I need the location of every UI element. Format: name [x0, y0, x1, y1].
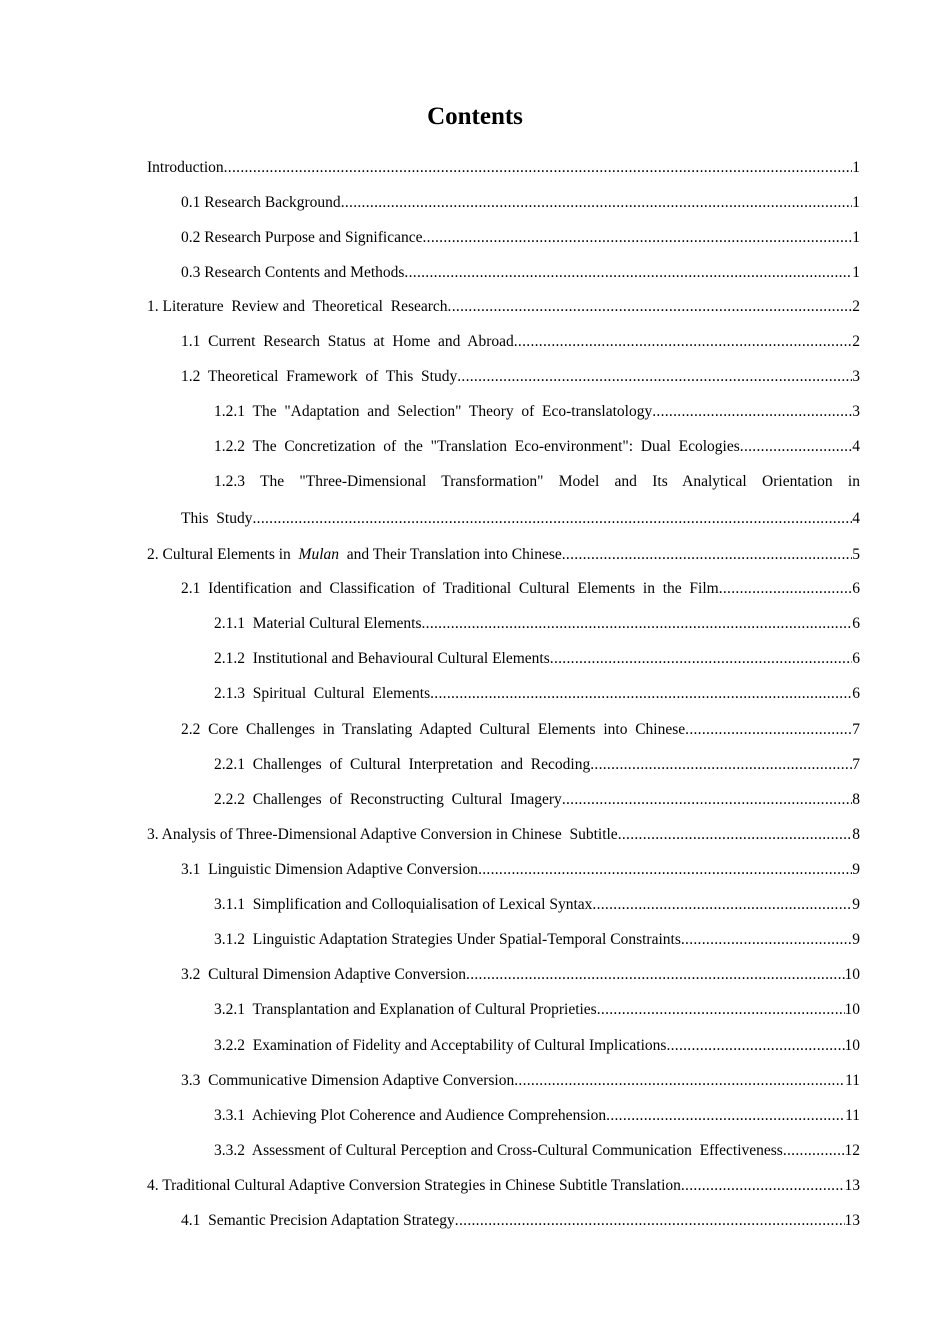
toc-entry-label: 3. Analysis of Three-Dimensional Adaptive Conversion in Chinese Subtitle — [147, 826, 618, 843]
toc-entry-label: 4. Traditional Cultural Adaptive Conversion Strategies in Chinese Subtitle Translation — [147, 1177, 681, 1194]
dot-leader — [681, 1176, 845, 1196]
toc-page-number: 4 — [852, 510, 860, 527]
dot-leader — [478, 860, 852, 880]
toc-page-number: 2 — [852, 333, 860, 350]
toc-entry[interactable] — [147, 297, 860, 317]
toc-label-prefix: 2. Cultural Elements in — [147, 546, 295, 563]
toc-page-number: 1 — [852, 264, 860, 281]
toc-page-number: 1 — [852, 229, 860, 246]
toc-page-number: 9 — [852, 861, 860, 878]
toc-entry[interactable] — [181, 860, 860, 880]
dot-leader — [455, 1211, 845, 1231]
dot-leader — [224, 158, 853, 178]
dot-leader — [514, 1071, 845, 1091]
toc-entry[interactable] — [181, 720, 860, 740]
toc-entry-label: 4.1 Semantic Precision Adaptation Strategy — [181, 1212, 455, 1229]
toc-entry-label: 3.3.2 Assessment of Cultural Perception and Cross-Cultural Communication Effectiveness — [214, 1142, 783, 1159]
toc-entry[interactable] — [181, 579, 860, 599]
dot-leader — [652, 402, 852, 422]
toc-entry-label: 1. Literature Review and Theoretical Research — [147, 298, 448, 315]
toc-page-number: 7 — [852, 721, 860, 738]
toc-entry[interactable] — [181, 965, 860, 985]
toc-page-number: 5 — [852, 546, 860, 563]
toc-page-number: 4 — [852, 438, 860, 455]
toc-page-number: 9 — [852, 931, 860, 948]
dot-leader — [550, 649, 852, 669]
toc-entry[interactable] — [214, 402, 860, 422]
dot-leader — [448, 297, 853, 317]
toc-entry[interactable] — [214, 1036, 860, 1056]
toc-entry-label: 2.2.1 Challenges of Cultural Interpretation and Recoding — [214, 756, 591, 773]
toc-entry-label: 3.3.1 Achieving Plot Coherence and Audience Comprehension — [214, 1107, 607, 1124]
toc-entry-label: Introduction — [147, 159, 224, 176]
toc-entry-label: 1.2 Theoretical Framework of This Study — [181, 368, 458, 385]
toc-entry-label: 3.2.2 Examination of Fidelity and Acceptability of Cultural Implications — [214, 1037, 667, 1054]
toc-entry-label: 3.3 Communicative Dimension Adaptive Conversion — [181, 1072, 515, 1089]
toc-entry[interactable] — [214, 930, 860, 950]
dot-leader — [341, 193, 853, 213]
toc-entry[interactable] — [147, 158, 860, 178]
toc-entry[interactable] — [147, 1176, 860, 1196]
toc-entry[interactable] — [181, 509, 860, 529]
toc-page-number: 6 — [852, 685, 860, 702]
toc-page-number: 2 — [852, 298, 860, 315]
toc-entry-label: 2.1.1 Material Cultural Elements — [214, 615, 422, 632]
toc-entry[interactable] — [181, 367, 860, 387]
toc-page-number: 6 — [852, 650, 860, 667]
toc-entry[interactable] — [214, 437, 860, 457]
dot-leader — [681, 930, 852, 950]
toc-entry[interactable] — [214, 649, 860, 669]
toc-entry[interactable] — [214, 790, 860, 810]
toc-entry-label: 2.1 Identification and Classification of Traditional Cultural Elements in the Film — [181, 580, 719, 597]
dot-leader — [404, 263, 852, 283]
toc-entry-label: 2.1.3 Spiritual Cultural Elements — [214, 685, 431, 702]
toc-entry-label: 2.1.2 Institutional and Behavioural Cultural Elements — [214, 650, 550, 667]
toc-page-number: 11 — [845, 1107, 860, 1124]
toc-page-number: 13 — [844, 1212, 860, 1229]
toc-entry-label: 3.1.2 Linguistic Adaptation Strategies Under Spatial-Temporal Constraints — [214, 931, 681, 948]
toc-entry[interactable] — [181, 1211, 860, 1231]
toc-entry[interactable] — [214, 755, 860, 775]
dot-leader — [430, 684, 852, 704]
page-title: Contents — [427, 103, 523, 130]
dot-leader — [666, 1036, 844, 1056]
toc-entry-label-line1[interactable]: 1.2.3 The "Three-Dimensional Transformation" Model and Its Analytical Orientation in — [214, 473, 860, 490]
toc-entry[interactable] — [181, 263, 860, 283]
toc-entry-label: 1.2.1 The "Adaptation and Selection" Theory of Eco-translatology — [214, 403, 653, 420]
toc-page-number: 1 — [852, 159, 860, 176]
toc-page-number: 3 — [852, 403, 860, 420]
dot-leader — [719, 579, 853, 599]
toc-page-number: 10 — [844, 1001, 860, 1018]
toc-entry-label: 1.1 Current Research Status at Home and Abroad — [181, 333, 514, 350]
toc-page-number: 10 — [844, 966, 860, 983]
toc-entry-label: 3.1.1 Simplification and Colloquialisation of Lexical Syntax — [214, 896, 593, 913]
toc-entry[interactable] — [214, 1141, 860, 1161]
toc-entry-label: 0.2 Research Purpose and Significance — [181, 229, 423, 246]
dot-leader — [562, 545, 853, 565]
dot-leader — [606, 1106, 845, 1126]
toc-entry[interactable] — [214, 1106, 860, 1126]
toc-entry-label: 3.2 Cultural Dimension Adaptive Conversion — [181, 966, 467, 983]
toc-entry[interactable] — [214, 614, 860, 634]
toc-entry-label: 3.1 Linguistic Dimension Adaptive Conversion — [181, 861, 479, 878]
dot-leader — [618, 825, 853, 845]
toc-entry-label — [147, 545, 562, 565]
toc-page-number: 8 — [852, 826, 860, 843]
toc-page-number: 3 — [852, 368, 860, 385]
dot-leader — [592, 895, 852, 915]
toc-page-number: 12 — [844, 1142, 860, 1159]
toc-entry[interactable] — [214, 895, 860, 915]
toc-entry-label: 3.2.1 Transplantation and Explanation of Cultural Proprieties — [214, 1001, 597, 1018]
toc-entry-label: This Study — [181, 510, 253, 527]
toc-entry[interactable] — [147, 545, 860, 565]
toc-page-number: 13 — [844, 1177, 860, 1194]
dot-leader — [422, 228, 852, 248]
dot-leader — [740, 437, 852, 457]
toc-page-number: 1 — [852, 194, 860, 211]
toc-entry[interactable] — [181, 228, 860, 248]
film-title: Mulan — [298, 546, 340, 563]
toc-page-number: 8 — [852, 791, 860, 808]
dot-leader — [421, 614, 852, 634]
toc-page-number: 6 — [852, 615, 860, 632]
dot-leader — [252, 509, 852, 529]
dot-leader — [466, 965, 844, 985]
dot-leader — [457, 367, 852, 387]
toc-entry[interactable] — [214, 684, 860, 704]
toc-entry-label: 0.3 Research Contents and Methods — [181, 264, 405, 281]
toc-entry-label: 2.2.2 Challenges of Reconstructing Cultural Imagery — [214, 791, 562, 808]
toc-page-number: 11 — [845, 1072, 860, 1089]
dot-leader — [514, 332, 853, 352]
toc-entry[interactable] — [147, 825, 860, 845]
toc-entry[interactable] — [181, 1071, 860, 1091]
dot-leader — [685, 720, 852, 740]
toc-entry-label: 1.2.2 The Concretization of the "Translation Eco-environment": Dual Ecologies — [214, 438, 740, 455]
toc-page-number: 10 — [844, 1037, 860, 1054]
dot-leader — [597, 1000, 845, 1020]
toc-page-number: 6 — [852, 580, 860, 597]
toc-entry-label: 2.2 Core Challenges in Translating Adapted Cultural Elements into Chinese — [181, 721, 686, 738]
dot-leader — [783, 1141, 845, 1161]
toc-entry[interactable] — [181, 332, 860, 352]
toc-entry-label: 0.1 Research Background — [181, 194, 341, 211]
dot-leader — [590, 755, 852, 775]
toc-page-number: 7 — [852, 756, 860, 773]
toc-page-number: 9 — [852, 896, 860, 913]
toc-entry[interactable] — [214, 1000, 860, 1020]
toc-entry[interactable] — [181, 193, 860, 213]
dot-leader — [562, 790, 852, 810]
toc-label-suffix: and Their Translation into Chinese — [342, 546, 562, 563]
